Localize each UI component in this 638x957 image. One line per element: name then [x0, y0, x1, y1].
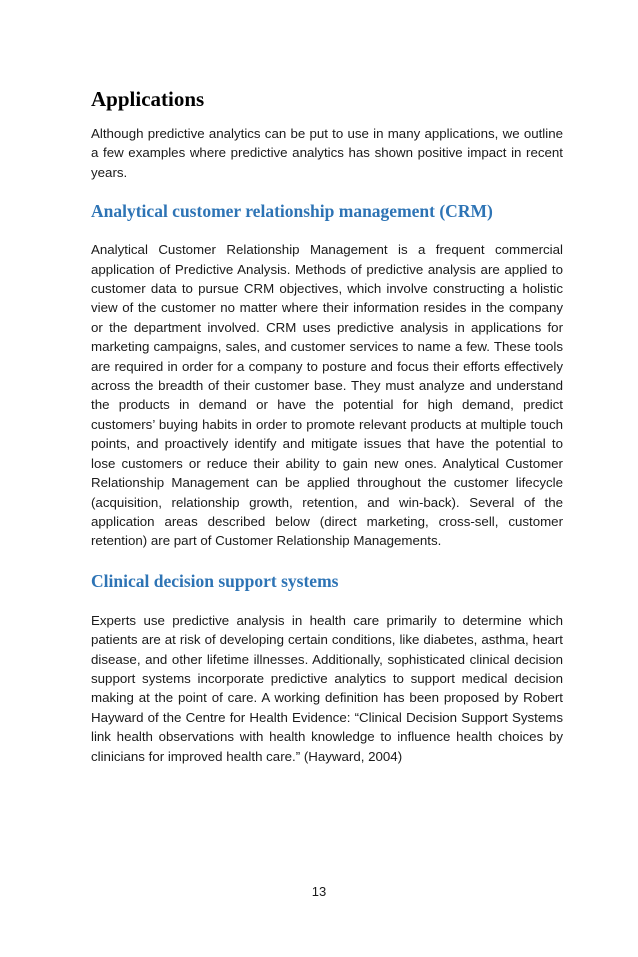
page-number: 13 — [311, 884, 327, 899]
document-page — [91, 80, 563, 766]
intro-paragraph: Although predictive analytics can be put to use in many applications, we outline a few examples where predictive analytics has shown positive impact in recent years. — [91, 126, 563, 180]
clinical-decision-paragraph: Experts use predictive analysis in health care primarily to determine which patients are at risk of developing certain conditions, like diabetes, asthma, heart disease, and other lifetime illnesses. Additionally, sophisticated clinical decision support systems incorporate predictive analytics to support medical decision making at the point of care. A working definition has been proposed by Robert Hayward of the Centre for Health Evidence: “Clinical Decision Support Systems link health observations with health knowledge to influence health choices by clinicians for improved health care.” (Hayward, 2004) — [91, 612, 563, 764]
section-title: Applications — [91, 87, 205, 111]
clinical-decision-heading: Clinical decision support systems — [91, 570, 339, 591]
crm-paragraph: Analytical Customer Relationship Management is a frequent commercial application of Predictive Analysis. Methods of predictive analysis are applied to customer data to pursue CRM objectives, which involve constructing a holistic view of the customer no matter where their information resides in the company or the department involved. CRM uses predictive analysis in applications for marketing campaigns, sales, and customer services to name a few. These tools are required in order for a company to posture and focus their efforts effectively across the breadth of their customer base. They must analyze and understand the products in demand or have the potential for high demand, predict customers’ buying habits in order to promote relevant products at multiple touch points, and proactively identify and mitigate issues that have the potential to lose customers or reduce their ability to gain new ones. Analytical Customer Relationship Management can be applied throughout the customer lifecycle (acquisition, relationship growth, retention, and win-back). Several of the application areas described below (direct marketing, cross-sell, customer retention) are part of Customer Relationship Managements. — [91, 242, 563, 549]
crm-heading: Analytical customer relationship management (CRM) — [91, 201, 493, 222]
